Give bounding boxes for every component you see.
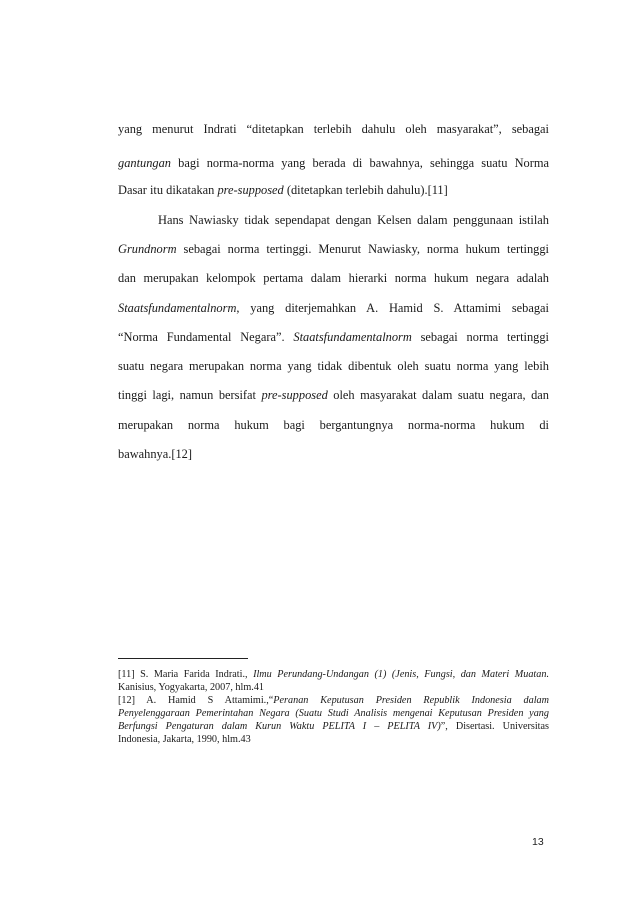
text-run: Dasar itu dikatakan xyxy=(118,183,218,197)
footnote-line xyxy=(118,694,549,707)
text-run: “Norma Fundamental Negara”. xyxy=(118,330,294,344)
body-line xyxy=(118,387,549,403)
text-run: yang menurut Indrati “ditetapkan terlebih dahulu oleh masyarakat”, sebagai xyxy=(118,122,549,136)
italic-term: Staatsfundamentalnorm xyxy=(293,330,412,344)
text-run: tinggi lagi, namun bersifat xyxy=(118,388,262,402)
italic-term: gantungan xyxy=(118,156,172,170)
footnote-text: [12] A. Hamid S Attamimi.,“ xyxy=(118,695,274,706)
body-line xyxy=(118,417,549,433)
footnote-separator xyxy=(118,658,248,659)
text-run: sebagai norma tertinggi. Menurut Nawiasky, norma hukum tertinggi xyxy=(176,242,549,256)
text-run: suatu negara merupakan norma yang tidak dibentuk oleh suatu norma yang lebih xyxy=(118,359,549,373)
footnote-ref-text: bawahnya.[12] xyxy=(118,447,192,461)
italic-term: pre-supposed xyxy=(217,183,284,197)
text-run: sebagai norma tertinggi xyxy=(411,330,549,344)
footnote-line xyxy=(118,720,549,733)
body-line xyxy=(118,155,549,171)
body-line xyxy=(118,300,549,316)
body-line xyxy=(118,329,549,345)
body-line xyxy=(118,182,549,198)
text-run: merupakan norma hukum bagi bergantungnya norma-norma hukum di xyxy=(118,418,549,432)
footnote-line xyxy=(118,707,549,720)
footnote-line xyxy=(118,668,549,681)
italic-term: Grundnorm xyxy=(118,242,177,256)
body-line xyxy=(118,446,549,462)
body-line xyxy=(118,212,549,228)
footnote-text: Kanisius, Yogyakarta, 2007, hlm.41 xyxy=(118,682,265,693)
text-run: Hans Nawiasky tidak sependapat dengan Kelsen dalam penggunaan istilah xyxy=(158,213,549,227)
text-run: oleh masyarakat dalam suatu negara, dan xyxy=(327,388,549,402)
text-run: , yang diterjemahkan A. Hamid S. Attamimi sebagai xyxy=(236,301,549,315)
text-run: dan merupakan kelompok pertama dalam hierarki norma hukum negara adalah xyxy=(118,271,549,285)
footnote-line xyxy=(118,733,549,746)
body-line xyxy=(118,270,549,286)
footnote-line xyxy=(118,681,549,694)
footnote-italic-title: Peranan Keputusan Presiden Republik Indonesia dalam xyxy=(273,695,550,706)
page-number: 13 xyxy=(532,836,544,848)
footnote-ref-text: (ditetapkan terlebih dahulu).[11] xyxy=(283,183,448,197)
text-run: bagi norma-norma yang berada di bawahnya, sehingga suatu Norma xyxy=(171,156,549,170)
body-line xyxy=(118,121,549,137)
footnote-text: ”, Disertasi. Universitas xyxy=(440,721,550,732)
body-line xyxy=(118,358,549,374)
italic-term: pre-supposed xyxy=(261,388,328,402)
footnote-italic-title: Ilmu Perundang-Undangan (1) (Jenis, Fungsi, dan Materi Muatan. xyxy=(253,669,550,680)
footnote-text: [11] S. Maria Farida Indrati., xyxy=(118,669,254,680)
footnote-text: Indonesia, Jakarta, 1990, hlm.43 xyxy=(118,734,251,745)
body-line xyxy=(118,241,549,257)
footnote-italic-title: Berfungsi Pengaturan dalam Kurun Waktu PELITA I – PELITA IV) xyxy=(118,721,441,732)
italic-term: Staatsfundamentalnorm xyxy=(118,301,237,315)
footnote-italic-title: Penyelenggaraan Pemerintahan Negara (Suatu Studi Analisis mengenai Keputusan Presiden yang xyxy=(118,708,549,719)
